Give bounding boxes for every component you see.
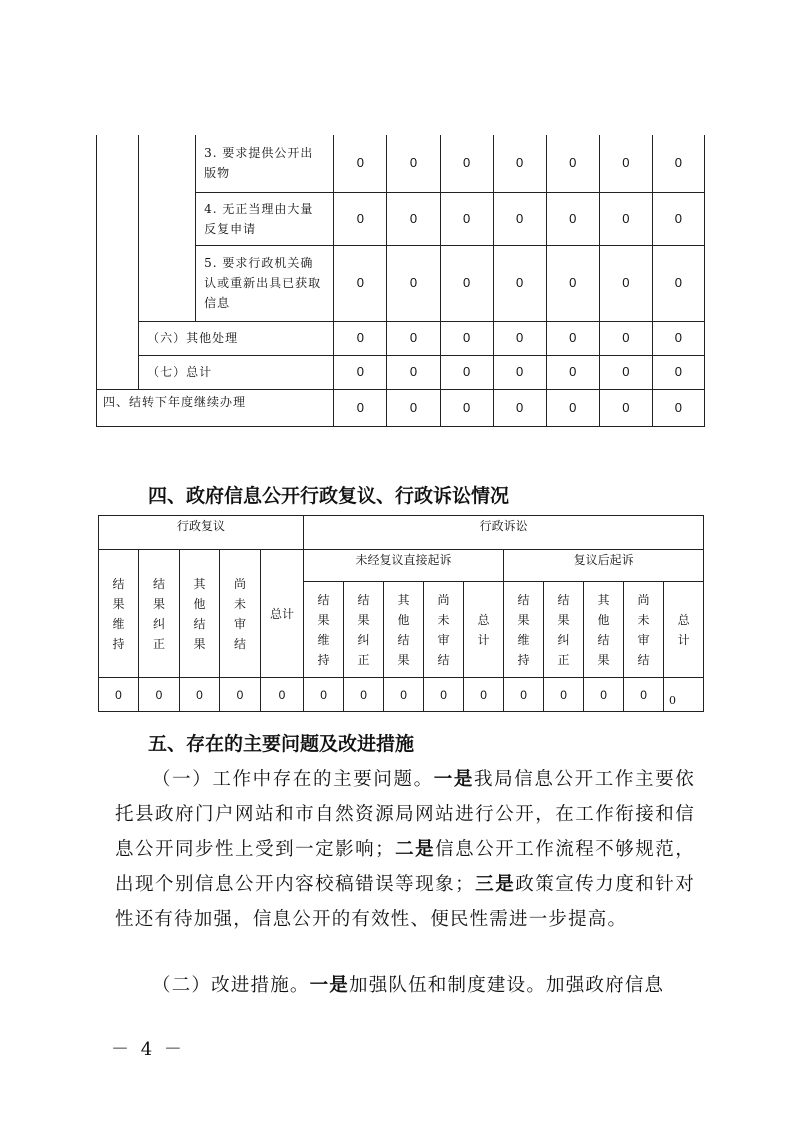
cell-value: 0 <box>180 678 220 712</box>
cell-value: 0 <box>652 355 704 389</box>
cell-value: 0 <box>546 389 599 426</box>
cell-value: 0 <box>599 245 652 321</box>
cell-value: 0 <box>493 192 546 245</box>
col-header-total: 总计 <box>261 550 304 678</box>
cell-value: 0 <box>387 192 440 245</box>
cell-value: 0 <box>546 135 599 192</box>
row-label: 四、结转下年度继续办理 <box>97 389 334 426</box>
table-header-row <box>99 550 704 582</box>
col-header: 结 果 维 持 <box>99 550 139 678</box>
table-row <box>97 321 705 355</box>
row-label: 5. 要求行政机关确认或重新出具已获取信息 <box>196 245 334 321</box>
paragraph-text: 政策宣传力度和针对性还有待加强，信息公开的有效性、便民性需进一步提高。 <box>115 874 695 930</box>
col-header: 其 他 结 果 <box>384 582 424 678</box>
review-header: 行政复议 <box>99 516 304 550</box>
cell-value: 0 <box>493 135 546 192</box>
paragraph-text: 加强队伍和制度建设。加强政府信息 <box>349 975 665 996</box>
cell-value: 0 <box>546 245 599 321</box>
section-five-heading: 五、存在的主要问题及改进措施 <box>148 733 415 755</box>
paragraph-text: 我局信息公开工作主要依托县政府门户网站和市自然资源局网站进行公开，在工作衔接和信息公开同步性上受到一定影响； <box>115 769 696 860</box>
col-header: 尚 未 审 结 <box>624 582 664 678</box>
cell-value: 0 <box>99 678 139 712</box>
col-header: 其 他 结 果 <box>180 550 220 678</box>
cell-value: 0 <box>387 135 440 192</box>
cell-value: 0 <box>424 678 464 712</box>
cell-value: 0 <box>493 389 546 426</box>
table-row <box>97 355 705 389</box>
cell-value: 0 <box>544 678 584 712</box>
row-label: 4. 无正当理由大量反复申请 <box>196 192 334 245</box>
cell-value: 0 <box>334 389 387 426</box>
litigation-header: 行政诉讼 <box>304 516 704 550</box>
mid-merged-cell <box>139 135 196 321</box>
cell-value: 0 <box>599 389 652 426</box>
cell-value: 0 <box>440 192 493 245</box>
row-label: （六）其他处理 <box>139 321 334 355</box>
cell-value: 0 <box>334 135 387 192</box>
emphasis: 一是 <box>309 975 350 996</box>
paragraph-lead: （二）改进措施。 <box>152 975 310 996</box>
paragraph-problems <box>115 762 695 937</box>
cell-value: 0 <box>493 321 546 355</box>
cell-value: 0 <box>440 135 493 192</box>
cell-value: 0 <box>440 245 493 321</box>
col-header: 总 计 <box>664 582 704 678</box>
cell-value: 0 <box>440 389 493 426</box>
col-header: 结 果 纠 正 <box>344 582 384 678</box>
cell-value: 0 <box>344 678 384 712</box>
cell-value: 0 <box>546 321 599 355</box>
col-header: 结 果 纠 正 <box>139 550 180 678</box>
cell-value: 0 <box>387 389 440 426</box>
cell-value: 0 <box>664 678 704 712</box>
row-label: 3. 要求提供公开出版物 <box>196 135 334 192</box>
col-header: 结 果 维 持 <box>504 582 544 678</box>
cell-value: 0 <box>652 192 704 245</box>
cell-value: 0 <box>387 321 440 355</box>
cell-value: 0 <box>652 245 704 321</box>
direct-litigation-header: 未经复议直接起诉 <box>304 550 504 582</box>
col-header: 其 他 结 果 <box>584 582 624 678</box>
cell-value: 0 <box>384 678 424 712</box>
cell-value: 0 <box>304 678 344 712</box>
cell-value: 0 <box>599 321 652 355</box>
cell-value: 0 <box>546 355 599 389</box>
col-header: 尚 未 审 结 <box>424 582 464 678</box>
outer-merged-cell <box>97 135 139 389</box>
cell-value: 0 <box>139 678 180 712</box>
col-header: 结 果 纠 正 <box>544 582 584 678</box>
paragraph-text: 信息公开工作流程不够规范，出现个别信息公开内容校稿错误等现象； <box>115 839 695 895</box>
paragraph-measures <box>115 968 695 1003</box>
application-handling-table <box>96 135 705 427</box>
cell-value: 0 <box>584 678 624 712</box>
cell-value: 0 <box>440 321 493 355</box>
cell-value: 0 <box>652 389 704 426</box>
cell-value: 0 <box>440 355 493 389</box>
table-row <box>97 389 705 426</box>
cell-value: 0 <box>652 321 704 355</box>
emphasis: 二是 <box>394 839 436 860</box>
emphasis: 一是 <box>433 769 475 790</box>
cell-value: 0 <box>493 245 546 321</box>
table-row <box>97 135 705 192</box>
cell-value: 0 <box>387 355 440 389</box>
cell-value: 0 <box>387 245 440 321</box>
emphasis: 三是 <box>474 874 516 895</box>
cell-value: 0 <box>334 192 387 245</box>
table-header-row <box>99 516 704 550</box>
cell-value: 0 <box>599 192 652 245</box>
col-header: 尚 未 审 结 <box>220 550 261 678</box>
paragraph-lead: （一）工作中存在的主要问题。 <box>152 769 434 790</box>
cell-value: 0 <box>504 678 544 712</box>
cell-value: 0 <box>220 678 261 712</box>
table-row <box>99 678 704 712</box>
cell-value: 0 <box>599 135 652 192</box>
page-number: － 4 － <box>111 1039 185 1060</box>
cell-value: 0 <box>334 321 387 355</box>
cell-value: 0 <box>652 135 704 192</box>
col-header: 总 计 <box>464 582 504 678</box>
cell-value: 0 <box>493 355 546 389</box>
col-header: 结 果 维 持 <box>304 582 344 678</box>
cell-value: 0 <box>334 355 387 389</box>
cell-value: 0 <box>464 678 504 712</box>
row-label: （七）总计 <box>139 355 334 389</box>
cell-value: 0 <box>261 678 304 712</box>
review-litigation-table <box>98 515 704 712</box>
cell-value: 0 <box>599 355 652 389</box>
cell-value: 0 <box>334 245 387 321</box>
cell-value: 0 <box>624 678 664 712</box>
section-four-heading: 四、政府信息公开行政复议、行政诉讼情况 <box>148 485 510 507</box>
cell-value: 0 <box>546 192 599 245</box>
after-review-litigation-header: 复议后起诉 <box>504 550 704 582</box>
